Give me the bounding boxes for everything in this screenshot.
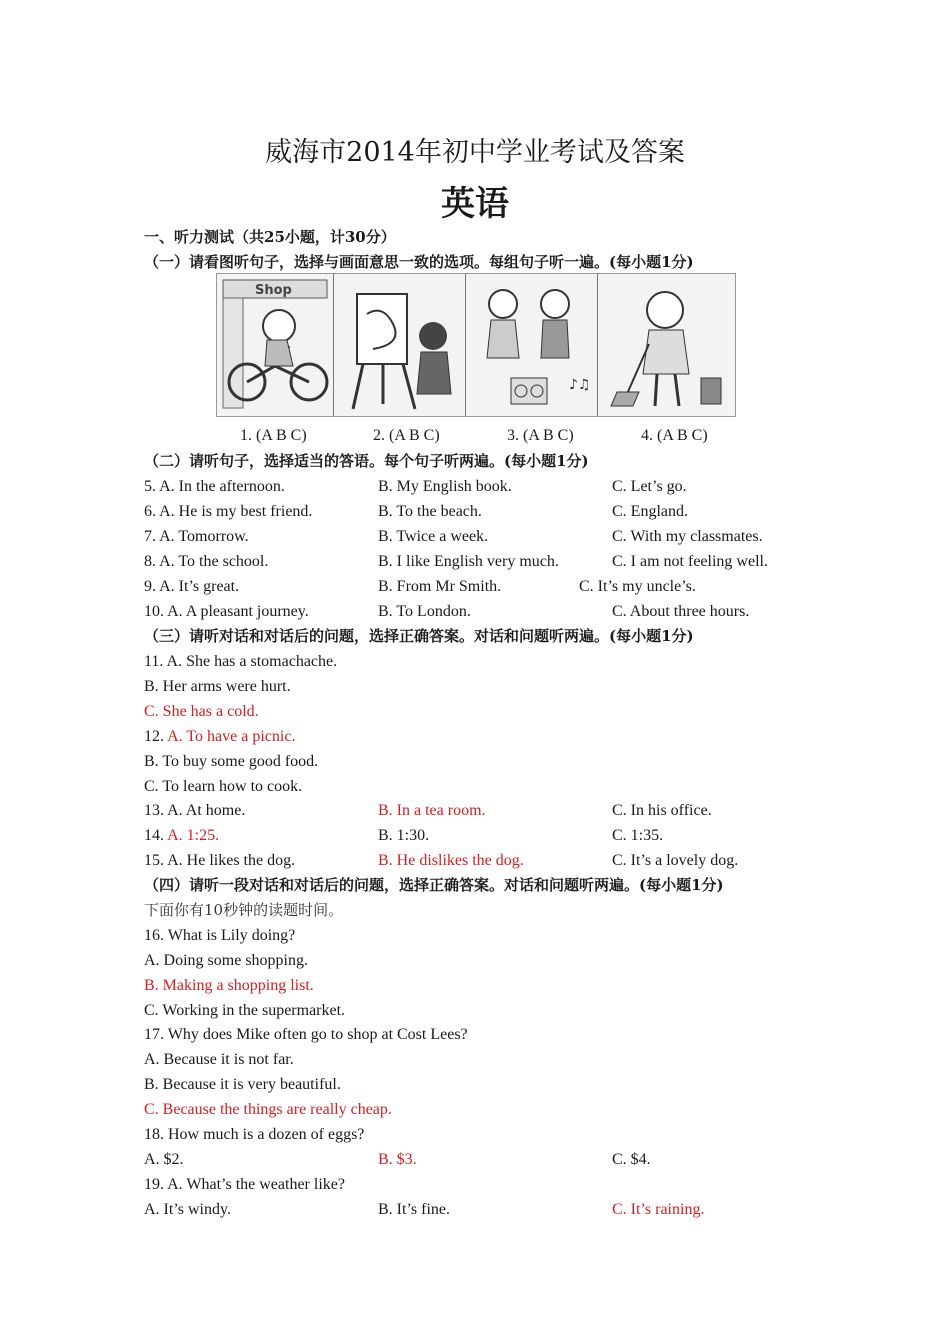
q8-option-c: C. I am not feeling well.: [612, 553, 768, 570]
q15-option-a: 15. A. He likes the dog.: [144, 852, 296, 869]
picture-caption-1: 1. (A B C): [240, 427, 307, 444]
q18-question: 18. How much is a dozen of eggs?: [144, 1126, 365, 1143]
q6-option-c: C. England.: [612, 503, 688, 520]
q14-option-b: B. 1:30.: [378, 827, 430, 844]
q16-option-c: C. Working in the supermarket.: [144, 1002, 346, 1019]
picture-girl-sweeping: [597, 274, 735, 416]
q12-option-b: B. To buy some good food.: [144, 753, 319, 770]
q16-question: 16. What is Lily doing?: [144, 927, 296, 944]
q14-answer-a: A. 1:25.: [167, 827, 220, 844]
q7-option-a: 7. A. Tomorrow.: [144, 528, 249, 545]
q9-option-b: B. From Mr Smith.: [378, 578, 502, 595]
q11-option-b: B. Her arms were hurt.: [144, 678, 291, 695]
q13-option-a: 13. A. At home.: [144, 802, 246, 819]
painting-illustration: [333, 274, 465, 416]
q6-option-a: 6. A. He is my best friend.: [144, 503, 313, 520]
q11-option-a: 11. A. She has a stomachache.: [144, 653, 338, 670]
q8-option-a: 8. A. To the school.: [144, 553, 269, 570]
q5-option-c: C. Let’s go.: [612, 478, 687, 495]
part1-instruction: （一）请看图听句子，选择与画面意思一致的选项。每组句子听一遍。(每小题1分): [144, 253, 694, 271]
q12-number: 12.: [144, 728, 168, 745]
picture-caption-4: 4. (A B C): [641, 427, 708, 444]
q17-question: 17. Why does Mike often go to shop at Cost Lees?: [144, 1026, 468, 1043]
q7-option-b: B. Twice a week.: [378, 528, 489, 545]
picture-caption-3: 3. (A B C): [507, 427, 574, 444]
q6-option-b: B. To the beach.: [378, 503, 482, 520]
q19-option-a: A. It’s windy.: [144, 1201, 231, 1218]
q18-answer-b: B. $3.: [378, 1151, 417, 1168]
q14-option-c: C. 1:35.: [612, 827, 664, 844]
part3-instruction: （三）请听对话和对话后的问题，选择正确答案。对话和问题听两遍。(每小题1分): [144, 627, 694, 645]
q15-answer-b: B. He dislikes the dog.: [378, 852, 524, 869]
q12-option-c: C. To learn how to cook.: [144, 778, 303, 795]
q8-option-b: B. I like English very much.: [378, 553, 559, 570]
q11-answer-c: C. She has a cold.: [144, 703, 259, 720]
part4-instruction: （四）请听一段对话和对话后的问题，选择正确答案。对话和问题听两遍。(每小题1分): [144, 876, 724, 894]
shop-sign-text: Shop: [255, 283, 292, 298]
q16-option-a: A. Doing some shopping.: [144, 952, 308, 969]
q17-answer-c: C. Because the things are really cheap.: [144, 1101, 392, 1118]
bike-illustration: [217, 274, 333, 416]
q16-answer-b: B. Making a shopping list.: [144, 977, 314, 994]
q7-option-c: C. With my classmates.: [612, 528, 763, 545]
exam-title: 威海市2014年初中学业考试及答案: [265, 137, 685, 168]
q15-option-c: C. It’s a lovely dog.: [612, 852, 739, 869]
q19-option-b: B. It’s fine.: [378, 1201, 450, 1218]
q12-answer-a: A. To have a picnic.: [167, 728, 296, 745]
picture-kids-dancing: [465, 274, 598, 416]
q17-option-a: A. Because it is not far.: [144, 1051, 294, 1068]
music-note-icon: ♪♫: [569, 377, 591, 393]
q14-number: 14.: [144, 827, 168, 844]
picture-boy-bike: [217, 274, 334, 416]
q14-row: [144, 826, 219, 846]
sweeping-illustration: [597, 274, 735, 416]
q10-option-a: 10. A. A pleasant journey.: [144, 603, 309, 620]
q9-option-a: 9. A. It’s great.: [144, 578, 240, 595]
q5-option-a: 5. A. In the afternoon.: [144, 478, 285, 495]
picture-caption-2: 2. (A B C): [373, 427, 440, 444]
part2-instruction: （二）请听句子，选择适当的答语。每个句子听两遍。(每小题1分): [144, 452, 589, 470]
q9-option-c: C. It’s my uncle’s.: [579, 578, 696, 595]
q18-option-c: C. $4.: [612, 1151, 651, 1168]
q19-answer-c: C. It’s raining.: [612, 1201, 705, 1218]
q10-option-c: C. About three hours.: [612, 603, 750, 620]
q5-option-b: B. My English book.: [378, 478, 512, 495]
reading-time-note: 下面你有10秒钟的读题时间。: [144, 901, 344, 919]
q18-option-a: A. $2.: [144, 1151, 184, 1168]
q13-option-c: C. In his office.: [612, 802, 712, 819]
q13-answer-b: B. In a tea room.: [378, 802, 486, 819]
picture-strip: [216, 273, 736, 417]
q12-row: [144, 727, 295, 747]
dancing-illustration: [465, 274, 597, 416]
q10-option-b: B. To London.: [378, 603, 471, 620]
section-heading: 一、听力测试（共25小题，计30分）: [144, 228, 396, 246]
q19-question: 19. A. What’s the weather like?: [144, 1176, 345, 1193]
q17-option-b: B. Because it is very beautiful.: [144, 1076, 341, 1093]
subject-title: 英语: [441, 184, 509, 224]
picture-girl-painting: [333, 274, 466, 416]
